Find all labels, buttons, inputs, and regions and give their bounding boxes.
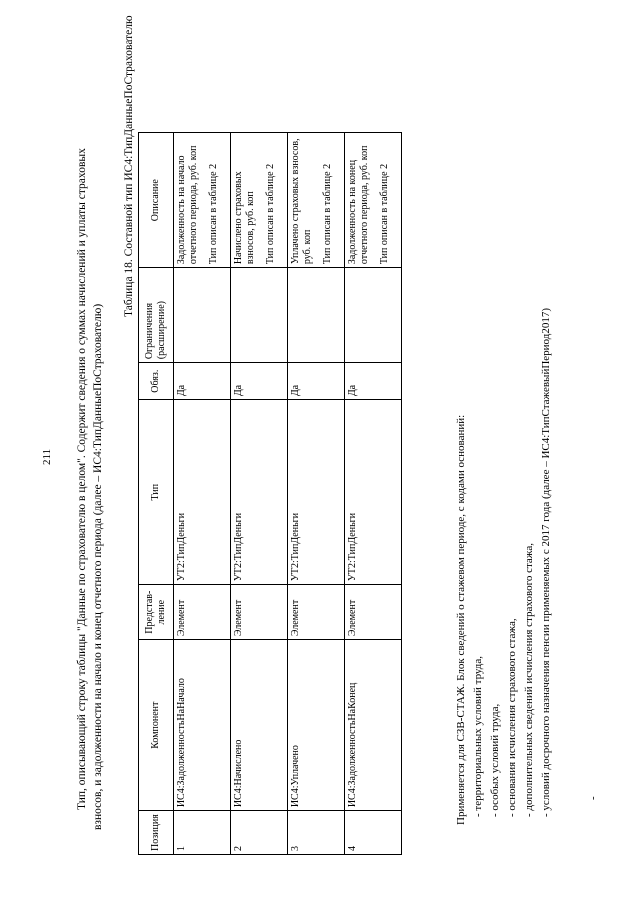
- intro-line-1: Тип, описывающий строку таблицы "Данные по страхователю в целом". Содержит сведения о суммах начислений и уплаты страховых: [76, 148, 88, 810]
- intro-paragraph: [74, 30, 106, 830]
- cell-representation: Элемент: [288, 585, 345, 640]
- applicability-block: [453, 125, 555, 825]
- table-row: [288, 133, 345, 855]
- intro-line-2: взносов, и задолженности на начало и конец отчетного периода (далее – ИС4:ТипДанныеПоСтрахователю): [92, 303, 104, 830]
- component-table: [138, 132, 402, 855]
- cell-representation: Элемент: [231, 585, 288, 640]
- cell-representation: Элемент: [174, 585, 231, 640]
- list-item: - условий досрочного назначения пенсии применяемых с 2017 года (далее – ИС4:ТипСтажевыйПериод2017): [540, 308, 552, 817]
- cell-required: Да: [231, 363, 288, 400]
- cell-position: 1: [174, 811, 231, 855]
- table-row: [231, 133, 288, 855]
- cell-component: ИС4:Начислено: [231, 640, 288, 811]
- cell-restrictions: [288, 268, 345, 363]
- description-note: Тип описан в таблице 2: [208, 163, 219, 265]
- cell-restrictions: [345, 268, 402, 363]
- header-restrictions: Ограничения (расширение): [139, 268, 174, 363]
- cell-type: УТ2:ТипДеньги: [174, 400, 231, 585]
- trailing-dash: -: [587, 796, 599, 800]
- page-number: 211: [41, 448, 53, 465]
- table-header-row: [139, 133, 174, 855]
- header-required: Обяз.: [139, 363, 174, 400]
- cell-type: УТ2:ТипДеньги: [231, 400, 288, 585]
- list-item: - территориальных условий труда,: [472, 656, 484, 817]
- description-note: Тип описан в таблице 2: [379, 163, 390, 265]
- cell-type: УТ2:ТипДеньги: [288, 400, 345, 585]
- cell-restrictions: [231, 268, 288, 363]
- header-representation: Представ-ление: [139, 585, 174, 640]
- description-text: Задолженность на начало отчетного периода, руб. коп: [176, 145, 199, 265]
- cell-position: 3: [288, 811, 345, 855]
- cell-restrictions: [174, 268, 231, 363]
- table-row: [345, 133, 402, 855]
- table-caption: Таблица 18. Составной тип ИС4:ТипДанныеПоСтрахователю: [123, 15, 135, 317]
- cell-position: 4: [345, 811, 402, 855]
- header-position: Позиция: [139, 811, 174, 855]
- cell-representation: Элемент: [345, 585, 402, 640]
- applicability-heading: Применяется для СЗВ-СТАЖ. Блок сведений о стажевом периоде, с кодами оснований:: [455, 414, 467, 825]
- table-row: [174, 133, 231, 855]
- header-component: Компонент: [139, 640, 174, 811]
- header-description: Описание: [139, 133, 174, 268]
- cell-description: [288, 133, 345, 268]
- cell-required: Да: [288, 363, 345, 400]
- cell-description: [345, 133, 402, 268]
- cell-component: ИС4:Уплачено: [288, 640, 345, 811]
- cell-required: Да: [345, 363, 402, 400]
- list-item: - особых условий труда,: [489, 703, 501, 817]
- list-item: - дополнительных сведений исчисления страхового стажа,: [523, 542, 535, 817]
- description-note: Тип описан в таблице 2: [265, 163, 276, 265]
- cell-description: [231, 133, 288, 268]
- cell-description: [174, 133, 231, 268]
- cell-component: ИС4:ЗадолженностьНаКонец: [345, 640, 402, 811]
- description-text: Начислено страховых взносов, руб. коп: [233, 171, 256, 265]
- list-item: - основания исчисления страхового стажа,: [506, 618, 518, 817]
- description-text: Задолженность на конец отчетного периода, руб. коп: [347, 145, 370, 265]
- cell-required: Да: [174, 363, 231, 400]
- header-type: Тип: [139, 400, 174, 585]
- description-text: Уплачено страховых взносов, руб. коп: [290, 138, 313, 265]
- description-note: Тип описан в таблице 2: [322, 163, 333, 265]
- cell-position: 2: [231, 811, 288, 855]
- cell-type: УТ2:ТипДеньги: [345, 400, 402, 585]
- cell-component: ИС4:ЗадолженностьНаНачало: [174, 640, 231, 811]
